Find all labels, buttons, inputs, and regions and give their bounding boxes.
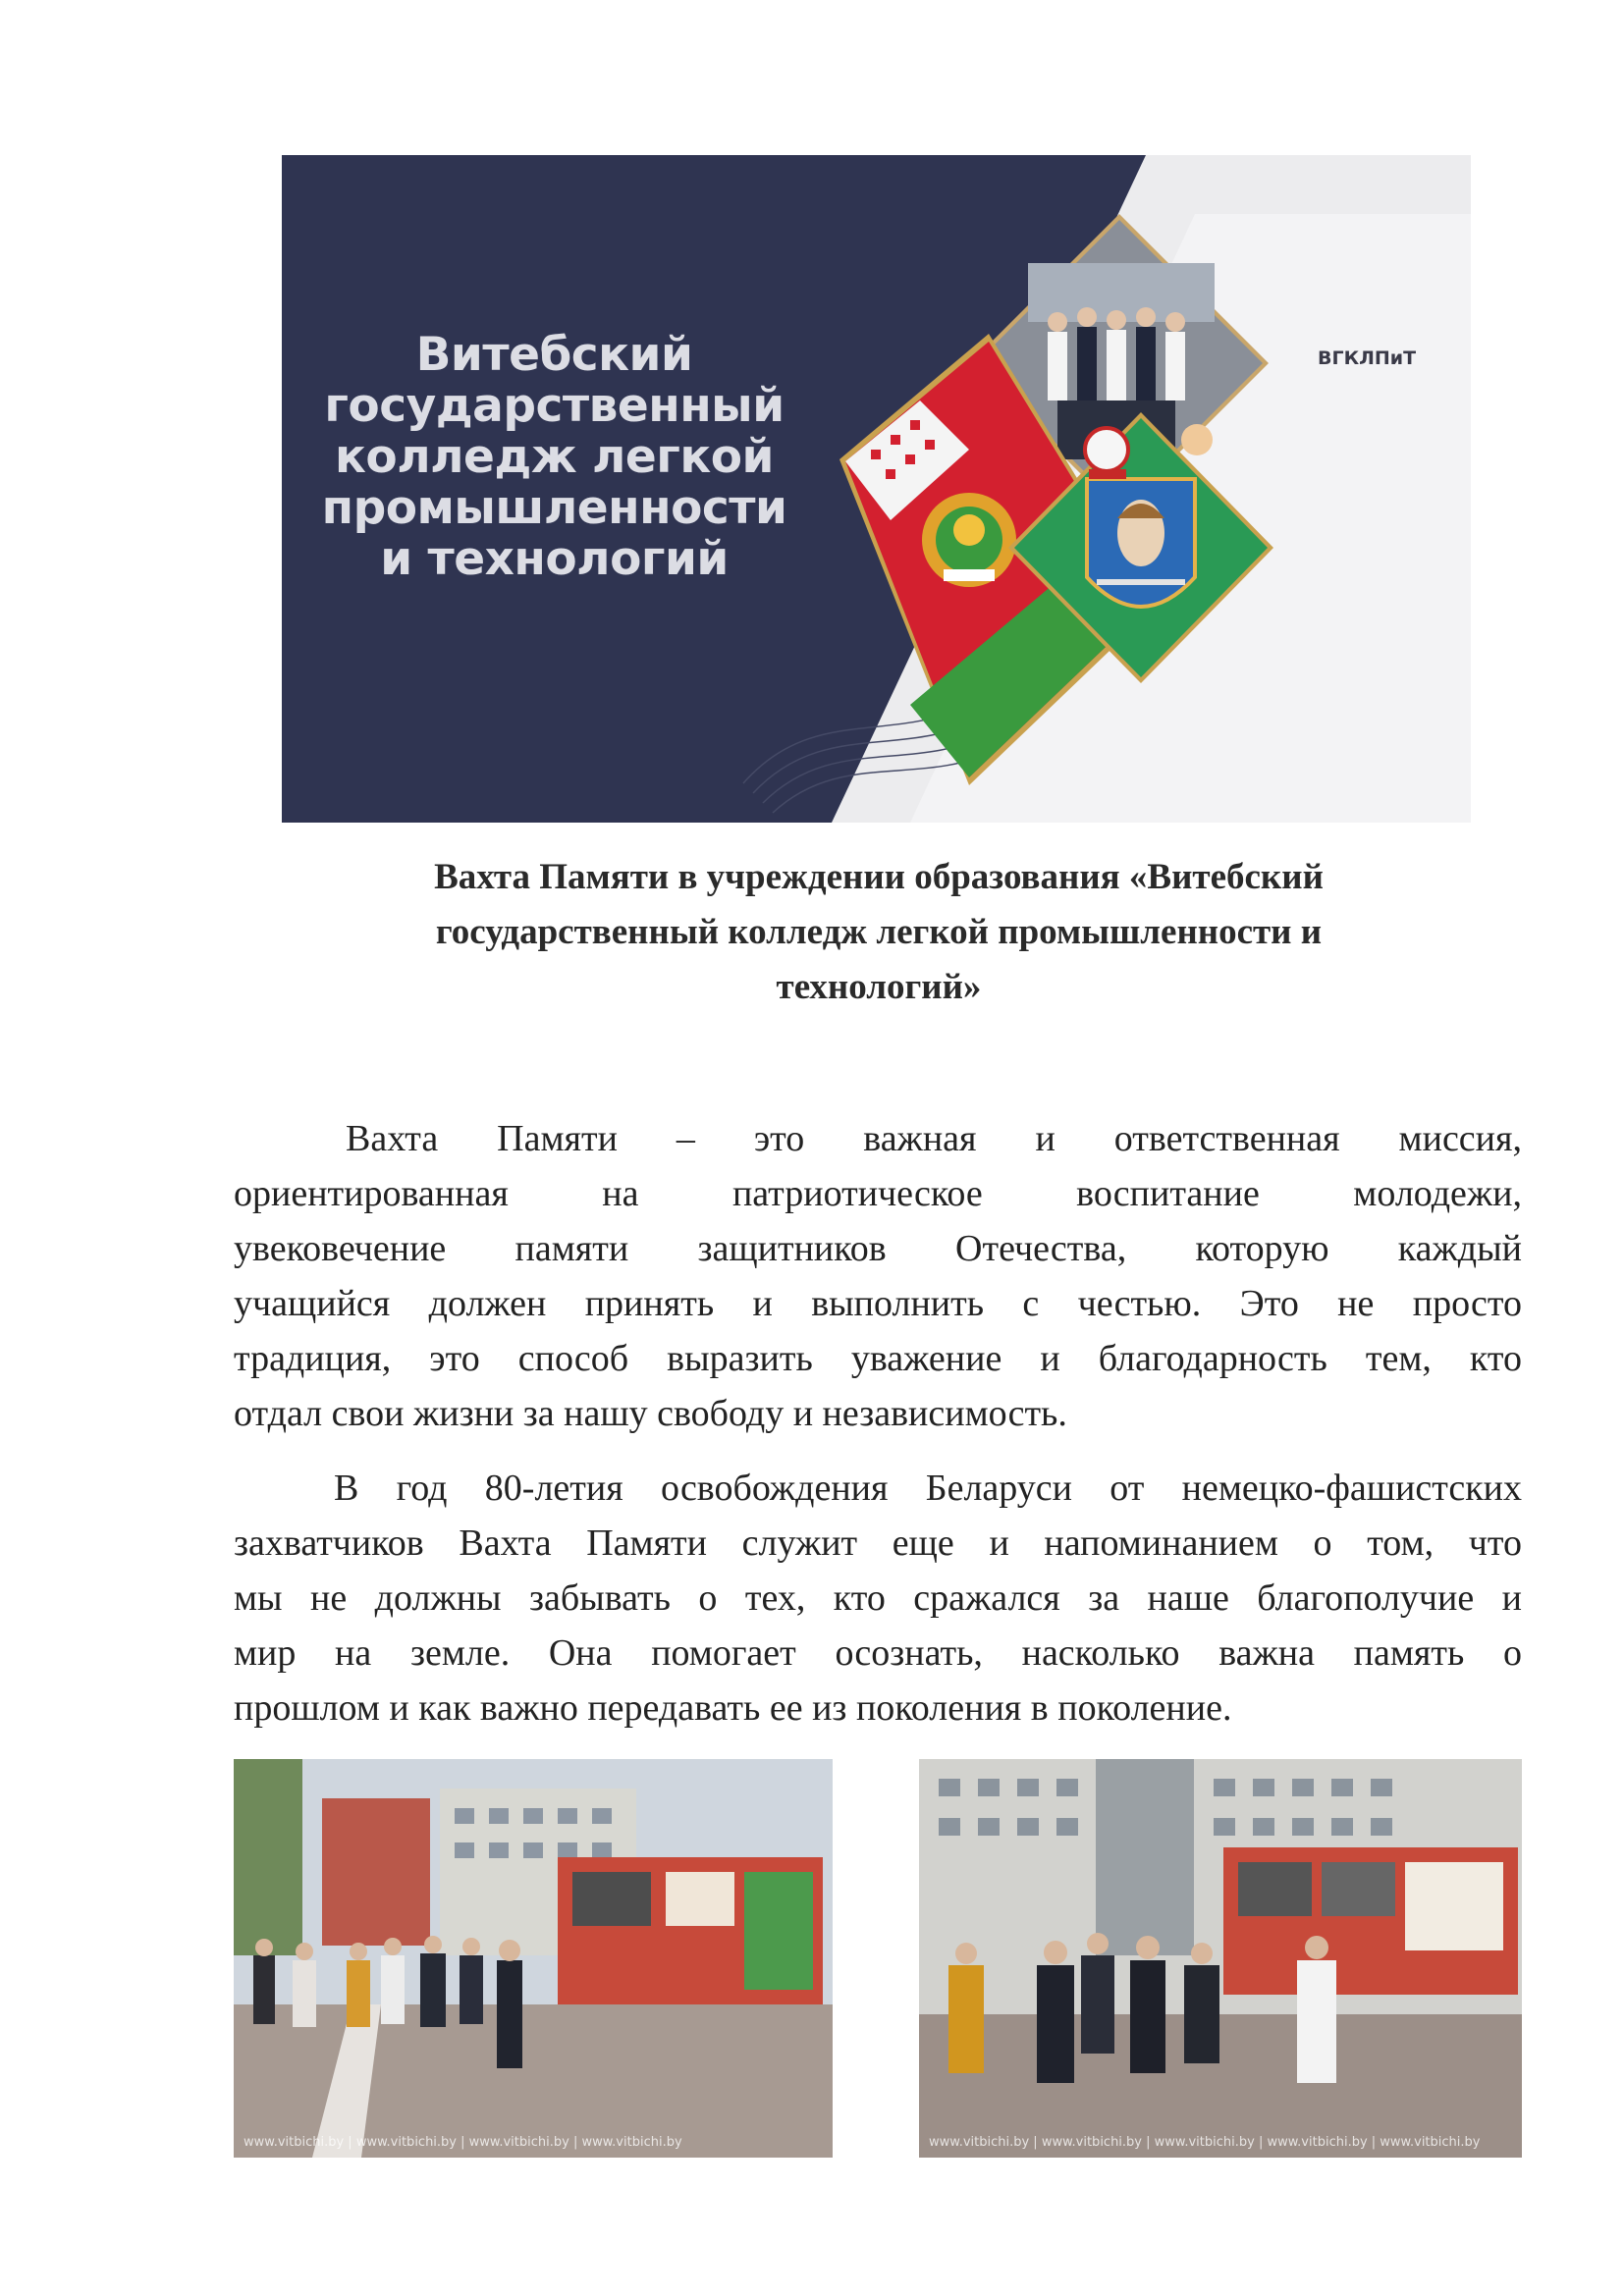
paragraph-line: мир на земле. Она помогает осознать, насколько важна память о <box>234 1632 1522 1674</box>
banner-title-line: колледж легкой <box>335 430 774 484</box>
paragraph-line: традиция, это способ выразить уважение и благодарность тем, кто <box>234 1338 1522 1379</box>
paragraph-line: мы не должны забывать о тех, кто сражался за наше благополучие и <box>234 1577 1522 1619</box>
ceremony-photo-left-illustration <box>234 1759 833 2158</box>
banner-title-line: Витебский <box>415 328 693 382</box>
headline-line: государственный колледж легкой промышленности и <box>435 912 1323 952</box>
paragraph-line: захватчиков Вахта Памяти служит еще и напоминанием о том, что <box>234 1522 1522 1564</box>
ceremony-photo-right-illustration <box>919 1759 1522 2158</box>
paragraph-1 <box>234 1111 1522 1441</box>
banner-title <box>282 330 827 585</box>
paragraph-line: отдал свои жизни за нашу свободу и независимость. <box>234 1393 1067 1434</box>
paragraph-line: В год 80-летия освобождения Беларуси от немецко-фашистских <box>334 1468 1522 1509</box>
paragraph-2 <box>234 1461 1522 1735</box>
photo-watermark: www.vitbichi.by | www.vitbichi.by | www.vitbichi.by | www.vitbichi.by <box>244 2135 682 2150</box>
banner-abbreviation: ВГКЛПиТ <box>1318 347 1417 369</box>
paragraph-line: ориентированная на патриотическое воспитание молодежи, <box>234 1173 1522 1214</box>
paragraph-line: Вахта Памяти – это важная и ответственная миссия, <box>346 1118 1522 1159</box>
college-banner <box>282 155 1471 823</box>
paragraph-line: увековечение памяти защитников Отечества, которую каждый <box>234 1228 1522 1269</box>
ceremony-photo-right <box>919 1759 1522 2158</box>
banner-title-line: и технологий <box>380 532 729 586</box>
paragraph-line: прошлом и как важно передавать ее из поколения в поколение. <box>234 1687 1232 1729</box>
paragraph-line: учащийся должен принять и выполнить с честью. Это не просто <box>234 1283 1522 1324</box>
headline-line: Вахта Памяти в учреждении образования «Витебский <box>434 857 1324 897</box>
article-headline <box>295 850 1463 1015</box>
photo-watermark: www.vitbichi.by | www.vitbichi.by | www.vitbichi.by | www.vitbichi.by | www.vitbichi.by <box>929 2135 1481 2150</box>
ceremony-photo-left <box>234 1759 833 2158</box>
banner-title-line: государственный <box>324 379 785 433</box>
headline-line: технологий» <box>776 967 982 1007</box>
banner-title-line: промышленности <box>321 481 787 535</box>
